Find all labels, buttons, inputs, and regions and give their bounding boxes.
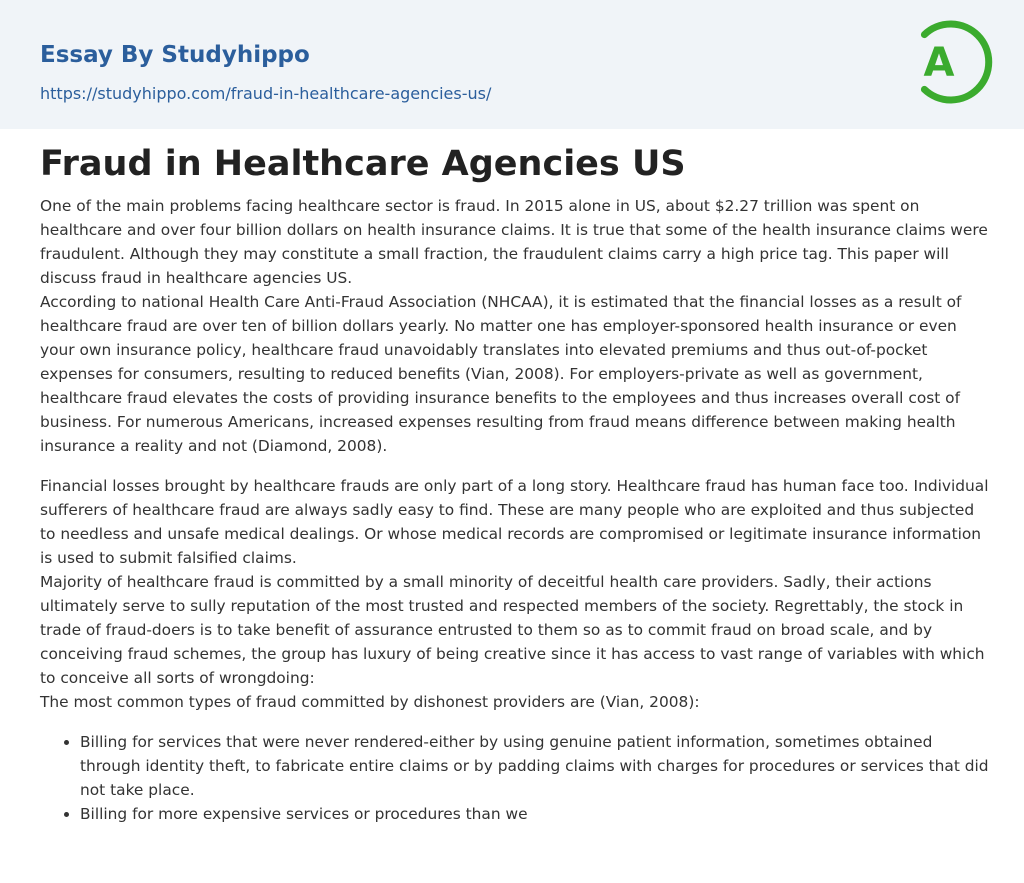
logo-letter: A — [923, 40, 955, 86]
studyhippo-logo-icon[interactable] — [902, 14, 998, 110]
brand-title: Essay By Studyhippo — [40, 42, 310, 68]
paragraph: One of the main problems facing healthcare sector is fraud. In 2015 alone in US, about $2.27 trillion was spent on healthcare and over four billion dollars on health insurance claims. It is true that some of the health insurance claims were fraudulent. Although they may constitute a small fraction, the fraudulent claims carry a high price tag. This paper will discuss fraud in healthcare agencies US. — [40, 197, 988, 287]
paragraph: Majority of healthcare fraud is committed by a small minority of deceitful health care providers. Sadly, their actions ultimately serve to sully reputation of the most trusted and respected members of the society. Regrettably, the stock in trade of fraud-doers is to take benefit of assurance entrusted to them so as to commit fraud on broad scale, and by conceiving fraud schemes, the group has luxury of being creative since it has access to vast range of variables with which to conceive all sorts of wrongdoing: — [40, 573, 985, 687]
list-item: • Billing for services that were never rendered-either by using genuine patient information, sometimes obtained through identity theft, to fabricate entire claims or by padding claims with charges for procedures or services that did not take place. — [80, 730, 990, 802]
paragraph: The most common types of fraud committed by dishonest providers are (Vian, 2008): — [40, 693, 700, 711]
site-header — [0, 0, 1024, 129]
paragraph: Financial losses brought by healthcare frauds are only part of a long story. Healthcare fraud has human face too. Individual sufferers of healthcare fraud are always sadly easy to find. These are many people who are exploited and thus subjected to needless and unsafe medical dealings. Or whose medical records are compromised or legitimate insurance information is used to submit falsified claims. — [40, 477, 989, 567]
page-title: Fraud in Healthcare Agencies US — [40, 144, 686, 184]
essay-body — [40, 194, 990, 826]
list-item: • Billing for more expensive services or procedures than we — [80, 802, 990, 826]
paragraph: According to national Health Care Anti-Fraud Association (NHCAA), it is estimated that the financial losses as a result of healthcare fraud are over ten of billion dollars yearly. No matter one has employer-sponsored health insurance or even your own insurance policy, healthcare fraud unavoidably translates into elevated premiums and thus out-of-pocket expenses for consumers, resulting to reduced benefits (Vian, 2008). For employers-private as well as government, healthcare fraud elevates the costs of providing insurance benefits to the employees and thus increases overall cost of business. For numerous Americans, increased expenses resulting from fraud means difference between making health insurance a reality and not (Diamond, 2008). — [40, 293, 962, 455]
essay-url-link[interactable]: https://studyhippo.com/fraud-in-healthcare-agencies-us/ — [40, 84, 492, 103]
fraud-types-list — [40, 730, 990, 826]
